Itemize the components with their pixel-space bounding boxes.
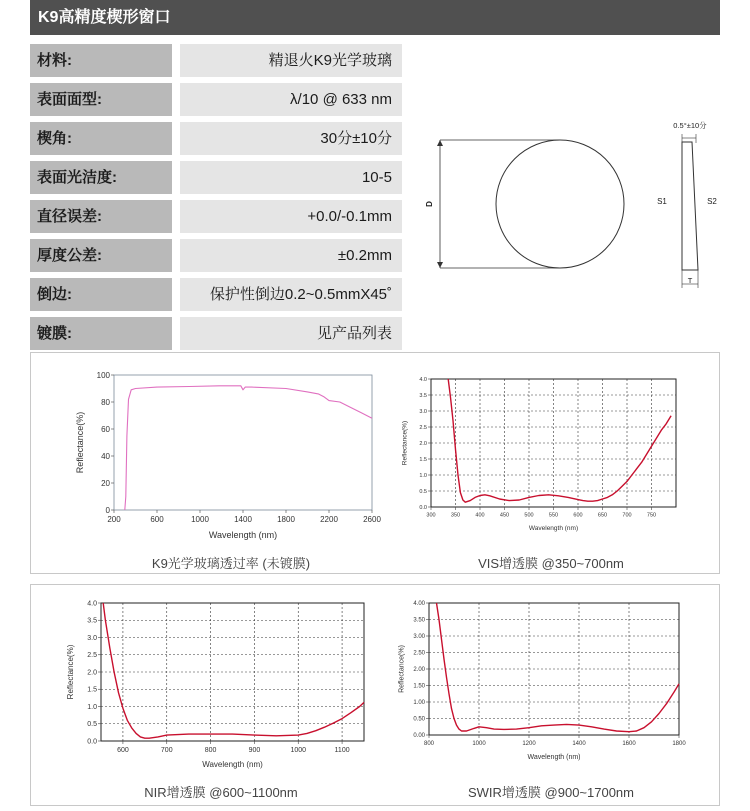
y-tick-label: 1.5 <box>87 686 97 694</box>
chart-caption-k9: K9光学玻璃透过率 (未镀膜) <box>151 556 311 571</box>
chart-caption-swir: SWIR增透膜 @900~1700nm <box>467 785 634 800</box>
x-tick-label: 800 <box>204 747 217 754</box>
spec-label: 材料: <box>30 44 172 77</box>
chart-nir-coating <box>59 595 374 775</box>
x-axis-label: Wavelength (nm) <box>528 525 579 532</box>
spec-value: 10-5 <box>180 161 402 194</box>
y-tick-label: 2.0 <box>87 669 97 677</box>
y-tick-label: 4.0 <box>87 600 97 608</box>
y-tick-label: 0.0 <box>419 504 427 511</box>
surface-s1-label: S1 <box>657 197 667 206</box>
spec-label: 直径误差: <box>30 200 172 233</box>
wedge-angle-label: 0.5°±10分 <box>673 121 707 130</box>
spec-label: 镀膜: <box>30 317 172 350</box>
x-tick-label: 750 <box>646 512 657 519</box>
arrow-up-icon <box>437 140 443 146</box>
x-tick-label: 1800 <box>672 741 686 747</box>
y-tick-label: 3.0 <box>419 408 427 415</box>
spec-value: 精退火K9光学玻璃 <box>180 44 402 77</box>
spec-label: 表面面型: <box>30 83 172 116</box>
spec-value: ±0.2mm <box>180 239 402 272</box>
chart-panel-bottom <box>30 584 720 806</box>
thickness-label: T <box>687 276 693 285</box>
chart-panel-top <box>30 352 720 574</box>
x-axis-label: Wavelength (nm) <box>202 760 263 769</box>
diameter-label: D <box>425 201 434 207</box>
y-tick-label: 20 <box>101 478 110 488</box>
x-tick-label: 2600 <box>363 515 381 524</box>
y-tick-label: 0.5 <box>87 721 97 729</box>
spec-row-thickness-tolerance <box>30 239 402 272</box>
y-tick-label: 1.50 <box>413 683 425 690</box>
spec-label: 厚度公差: <box>30 239 172 272</box>
x-tick-label: 600 <box>150 515 164 524</box>
x-tick-label: 450 <box>499 512 510 519</box>
y-tick-label: 60 <box>101 424 110 434</box>
series-line <box>125 386 372 510</box>
y-tick-label: 3.5 <box>87 617 97 625</box>
spec-value: +0.0/-0.1mm <box>180 200 402 233</box>
x-tick-label: 900 <box>248 747 261 754</box>
y-tick-label: 2.5 <box>419 424 427 431</box>
x-tick-label: 650 <box>597 512 608 519</box>
x-tick-label: 1400 <box>234 515 252 524</box>
x-axis-label: Wavelength (nm) <box>527 754 581 761</box>
x-tick-label: 1600 <box>622 741 636 747</box>
y-axis-label: Reflectance(%) <box>401 420 409 466</box>
y-tick-label: 2.50 <box>413 650 425 657</box>
x-tick-label: 1200 <box>522 741 536 747</box>
x-tick-label: 1100 <box>334 747 350 754</box>
x-tick-label: 300 <box>426 512 436 519</box>
spec-value: λ/10 @ 633 nm <box>180 83 402 116</box>
y-tick-label: 0.50 <box>413 716 425 723</box>
y-tick-label: 0.5 <box>419 488 427 495</box>
wedge-window-drawing <box>420 110 730 300</box>
spec-row-bevel <box>30 278 402 311</box>
y-tick-label: 3.0 <box>87 634 97 642</box>
page-title: K9高精度楔形窗口 <box>30 0 720 35</box>
chart-caption-nir: NIR增透膜 @600~1100nm <box>144 785 298 800</box>
y-tick-label: 3.00 <box>413 634 425 641</box>
x-tick-label: 200 <box>107 515 121 524</box>
spec-label: 倒边: <box>30 278 172 311</box>
x-tick-label: 700 <box>622 512 632 519</box>
y-tick-label: 0.00 <box>413 733 425 740</box>
chart-swir-coating <box>398 595 691 775</box>
x-tick-label: 1000 <box>191 515 209 524</box>
y-tick-label: 3.50 <box>413 617 425 624</box>
y-tick-label: 1.0 <box>419 472 427 479</box>
y-tick-label: 1.0 <box>87 703 97 711</box>
surface-s2-label: S2 <box>707 197 717 206</box>
y-axis-label: Reflectance(%) <box>65 644 75 700</box>
y-tick-label: 2.00 <box>413 667 425 674</box>
x-tick-label: 1000 <box>472 741 486 747</box>
x-tick-label: 800 <box>423 741 435 747</box>
window-circle <box>496 140 624 268</box>
x-tick-label: 600 <box>573 512 583 519</box>
x-tick-label: 350 <box>450 512 461 519</box>
chart-k9-transmission <box>76 367 386 547</box>
spec-row-coating <box>30 317 402 350</box>
y-tick-label: 4.00 <box>413 601 425 608</box>
series-line <box>437 603 680 732</box>
y-tick-label: 0.0 <box>87 738 97 746</box>
y-tick-label: 0 <box>105 505 110 515</box>
y-tick-label: 4.0 <box>419 376 427 383</box>
y-tick-label: 1.00 <box>413 700 425 707</box>
wedge-side-profile <box>682 142 698 270</box>
chart-caption-vis: VIS增透膜 @350~700nm <box>478 556 624 571</box>
spec-row-surface-quality <box>30 161 402 194</box>
y-axis-label: Reflectance(%) <box>398 645 406 693</box>
y-tick-label: 2.0 <box>419 440 427 447</box>
x-axis-label: Wavelength (nm) <box>208 530 278 540</box>
x-tick-label: 400 <box>475 512 485 519</box>
y-tick-label: 80 <box>101 397 110 407</box>
y-tick-label: 3.5 <box>419 392 427 399</box>
spec-value: 保护性倒边0.2~0.5mmX45˚ <box>180 278 402 311</box>
series-line <box>448 379 671 502</box>
x-tick-label: 500 <box>524 512 534 519</box>
spec-row-diameter-tolerance <box>30 200 402 233</box>
x-tick-label: 1400 <box>572 741 586 747</box>
y-tick-label: 1.5 <box>419 456 427 463</box>
x-tick-label: 550 <box>548 512 559 519</box>
spec-label: 楔角: <box>30 122 172 155</box>
x-tick-label: 1800 <box>277 515 295 524</box>
plot-frame <box>114 375 372 510</box>
x-tick-label: 600 <box>117 747 129 754</box>
spec-value: 见产品列表 <box>180 317 402 350</box>
spec-label: 表面光洁度: <box>30 161 172 194</box>
x-tick-label: 1000 <box>290 747 307 754</box>
spec-row-wedge-angle <box>30 122 402 155</box>
chart-vis-coating <box>401 371 691 546</box>
y-tick-label: 2.5 <box>87 652 97 660</box>
plot-frame <box>101 603 364 741</box>
spec-value: 30分±10分 <box>180 122 402 155</box>
arrow-down-icon <box>437 262 443 268</box>
x-tick-label: 2200 <box>320 515 338 524</box>
series-line <box>103 603 364 738</box>
y-tick-label: 100 <box>96 370 110 380</box>
spec-row-surface-flatness <box>30 83 402 116</box>
spec-row-material <box>30 44 402 77</box>
y-tick-label: 40 <box>101 451 110 461</box>
y-axis-label: Reflectance(%) <box>75 411 86 474</box>
x-tick-label: 700 <box>160 747 173 754</box>
